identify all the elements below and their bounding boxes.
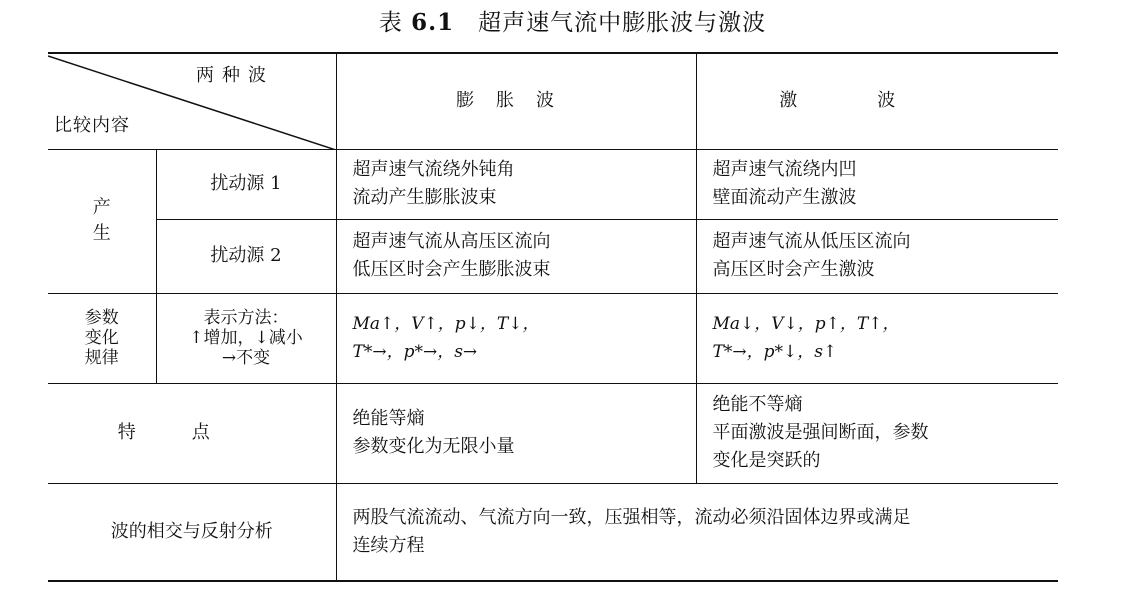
source2-row bbox=[48, 219, 1058, 293]
corner-header-cell bbox=[48, 53, 336, 149]
param-group-cell: 参数 变化 规律 bbox=[48, 293, 156, 383]
feature-label-cell: 特点 bbox=[48, 383, 336, 483]
intersect-row bbox=[48, 483, 1058, 581]
feature-shock-cell: 绝能不等熵 平面激波是强间断面，参数 变化是突跃的 bbox=[696, 383, 1058, 483]
header-expansion-wave: 膨胀波 bbox=[336, 53, 696, 149]
origin-group-cell bbox=[48, 149, 156, 293]
header-row bbox=[48, 53, 1058, 149]
param-row bbox=[48, 293, 1058, 383]
source1-shock-cell: 超声速气流绕内凹 壁面流动产生激波 bbox=[696, 149, 1058, 219]
caption-number: 6.1 bbox=[411, 9, 455, 36]
corner-bottom-label: 比较内容 bbox=[54, 115, 130, 136]
feature-row bbox=[48, 383, 1058, 483]
param-expansion-cell: Ma↑，V↑，p↓，T↓， T*→，p*→，s→ bbox=[336, 293, 696, 383]
comparison-table bbox=[48, 52, 1058, 582]
source1-expansion-cell: 超声速气流绕外钝角 流动产生膨胀波束 bbox=[336, 149, 696, 219]
param-method-cell: 表示方法： ↑增加，↓减小 →不变 bbox=[156, 293, 336, 383]
source2-label: 扰动源 2 bbox=[156, 219, 336, 293]
source1-row bbox=[48, 149, 1058, 219]
header-shock-wave: 激波 bbox=[696, 53, 1058, 149]
intersect-content-cell: 两股气流流动、气流方向一致，压强相等，流动必须沿固体边界或满足 连续方程 bbox=[336, 483, 1058, 581]
param-shock-cell: Ma↓，V↓，p↑，T↑， T*→，p*↓，s↑ bbox=[696, 293, 1058, 383]
caption-title: 超声速气流中膨胀波与激波 bbox=[478, 10, 767, 36]
table-caption bbox=[0, 4, 1145, 37]
source1-label: 扰动源 1 bbox=[156, 149, 336, 219]
origin-group-label: 产生 bbox=[92, 197, 111, 244]
feature-expansion-cell: 绝能等熵 参数变化为无限小量 bbox=[336, 383, 696, 483]
source2-expansion-cell: 超声速气流从高压区流向 低压区时会产生膨胀波束 bbox=[336, 219, 696, 293]
corner-top-label: 两种波 bbox=[196, 65, 274, 86]
intersect-label: 波的相交与反射分析 bbox=[48, 483, 336, 581]
caption-label: 表 bbox=[378, 10, 403, 36]
source2-shock-cell: 超声速气流从低压区流向 高压区时会产生激波 bbox=[696, 219, 1058, 293]
